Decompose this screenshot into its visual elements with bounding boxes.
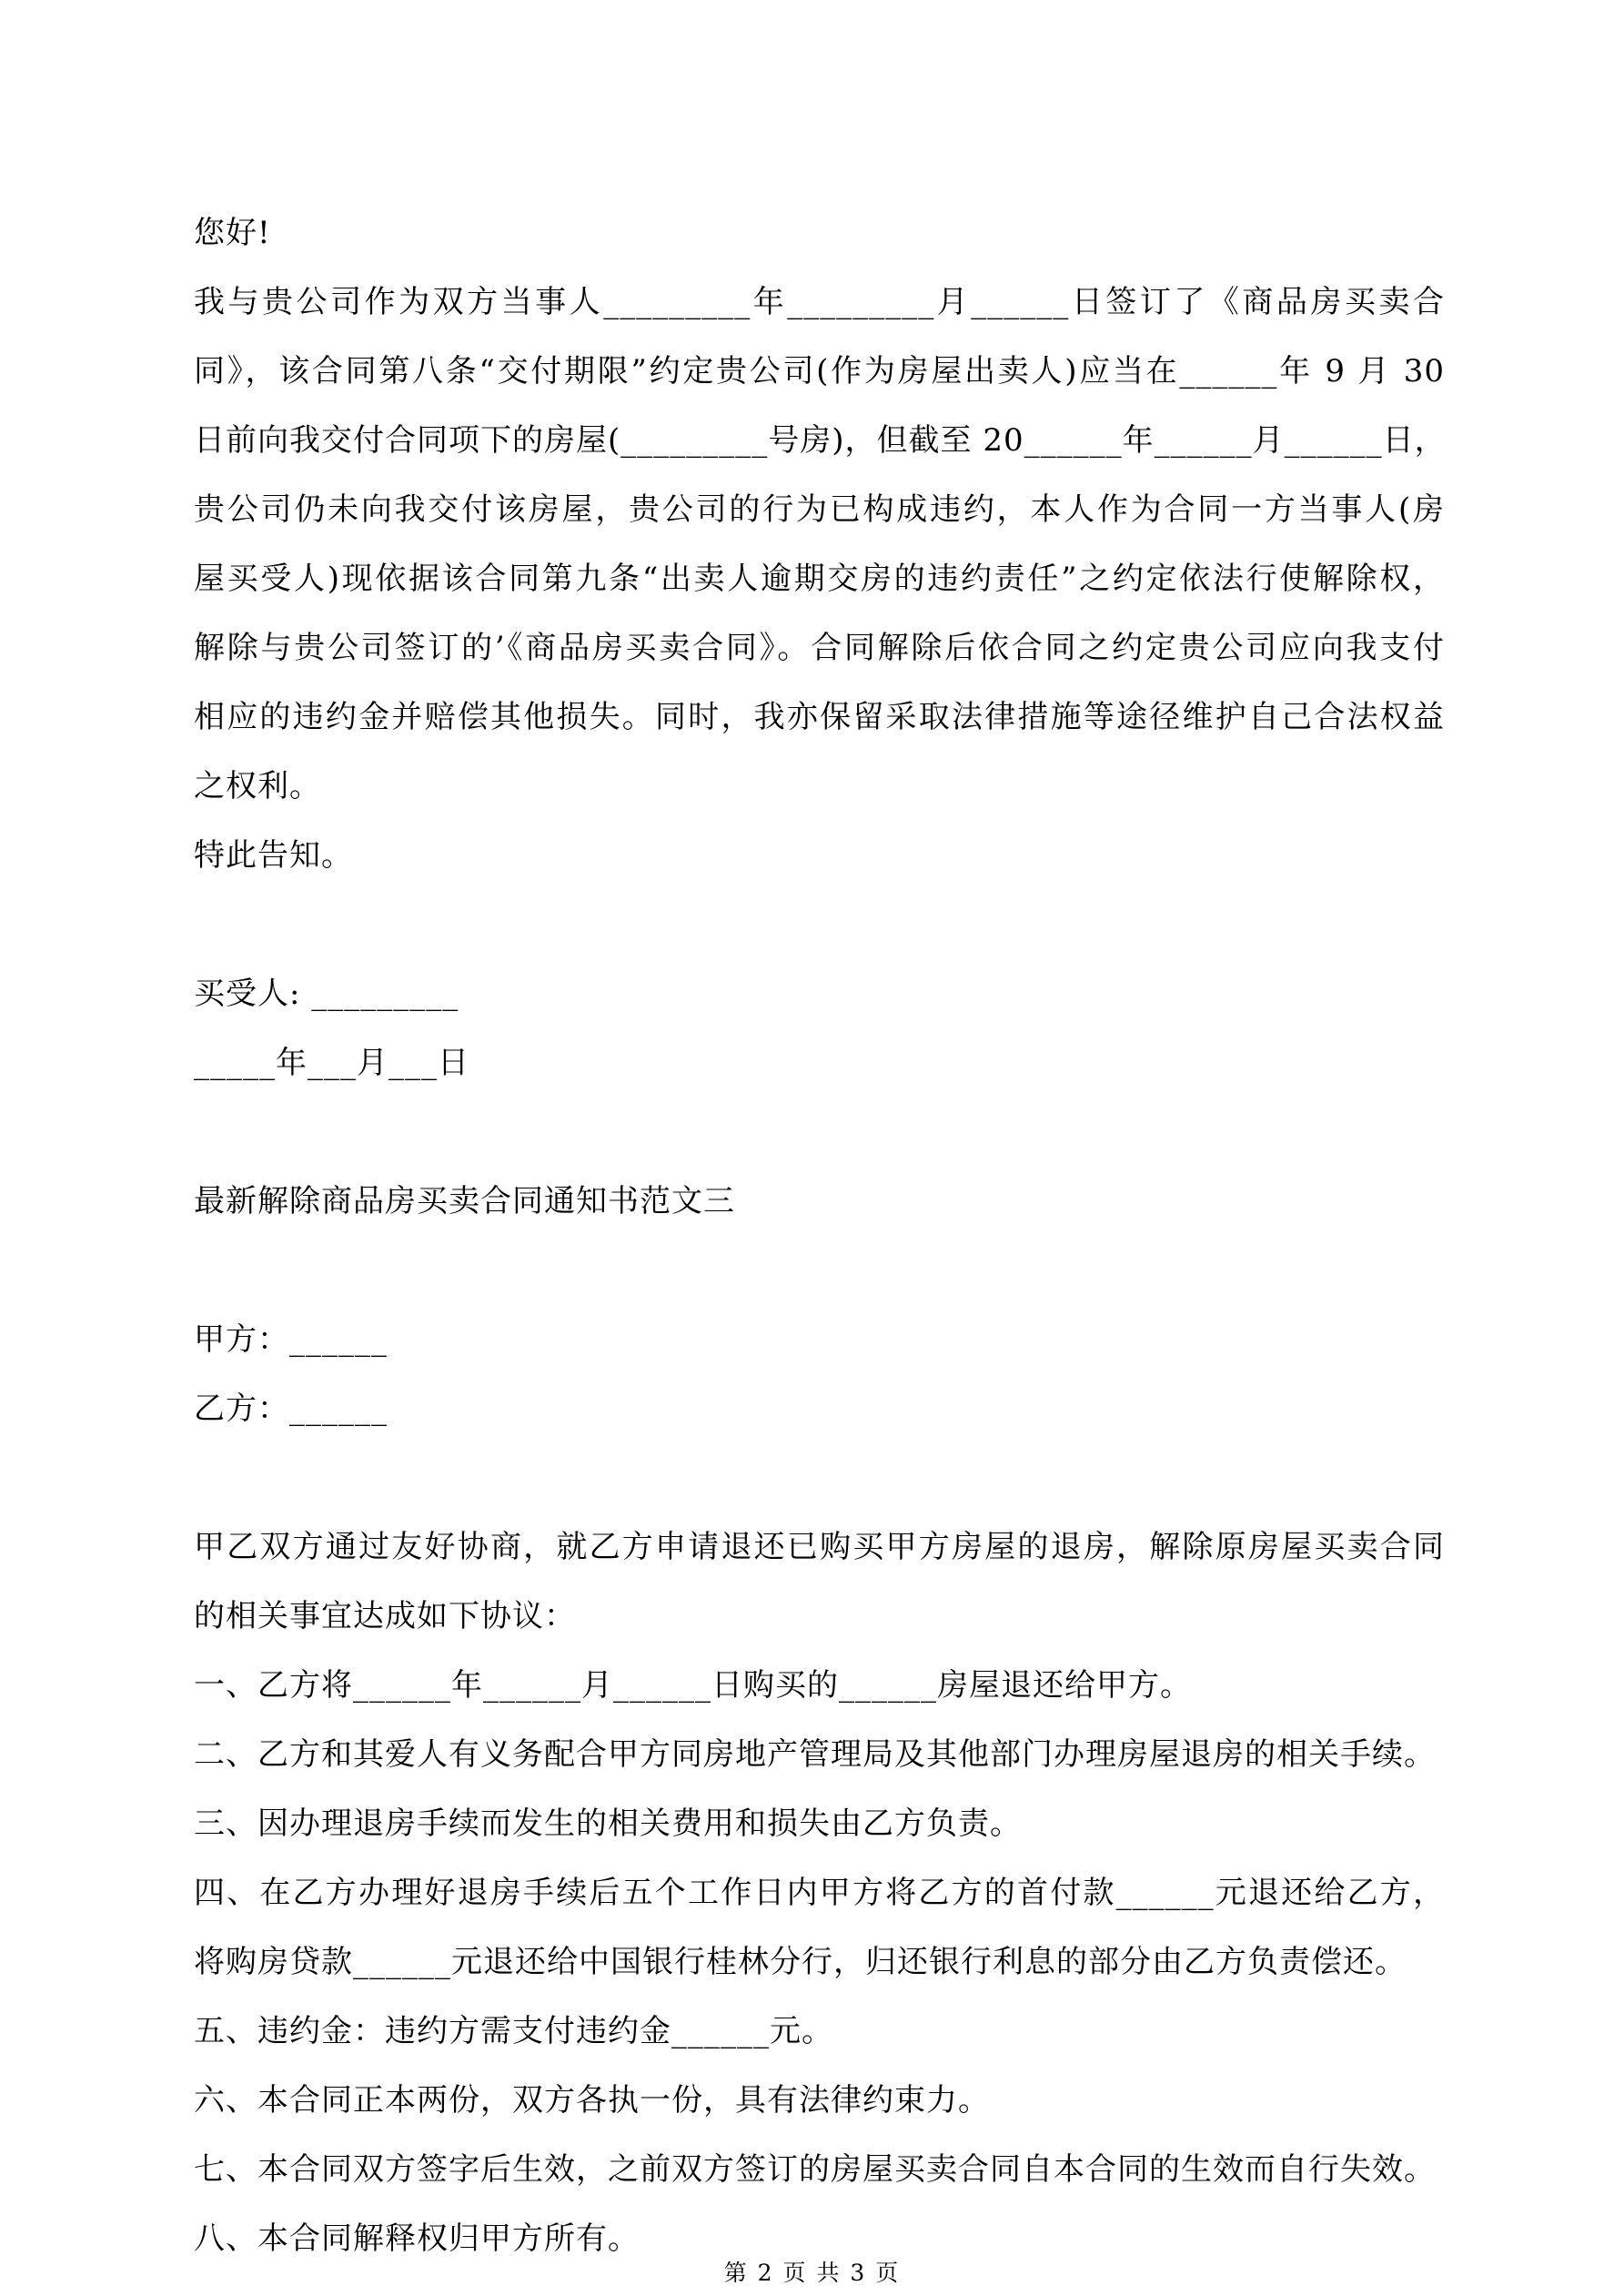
document-page <box>194 198 1468 2273</box>
clause-7: 七、本合同双方签字后生效，之前双方签订的房屋买卖合同自本合同的生效而自行失效。 <box>194 2151 1436 2188</box>
spacer <box>194 1097 1468 1167</box>
letter-paragraph-line: 之权利。 <box>194 768 321 804</box>
clause-4-line: 将购房贷款______元退还给中国银行桂林分行，归还银行利息的部分由乙方负责偿还。 <box>194 1944 1407 1980</box>
clause-2: 二、乙方和其爱人有义务配合甲方同房地产管理局及其他部门办理房屋退房的相关手续。 <box>194 1736 1436 1773</box>
spacer <box>194 890 1468 959</box>
party-b-line: 乙方：______ <box>194 1391 388 1427</box>
letter-paragraph-line: 日前向我交付合同项下的房屋(_________号房)，但截至 20______年______月______日， <box>194 422 1447 459</box>
letter-paragraph-line: 解除与贵公司签订的’《商品房买卖合同》。合同解除后依合同之约定贵公司应向我支付 <box>194 630 1445 666</box>
buyer-signature-line: 买受人: _________ <box>194 976 459 1012</box>
letter-paragraph-line: 屋买受人)现依据该合同第九条“出卖人逾期交房的违约责任”之约定依法行使解除权， <box>194 561 1445 597</box>
page-number: 第 2 页 共 3 页 <box>723 2260 901 2286</box>
spacer <box>194 1236 1468 1305</box>
spacer <box>194 1443 1468 1512</box>
clause-1: 一、乙方将______年______月______日购买的______房屋退还给甲方。 <box>194 1667 1192 1704</box>
closing-text: 特此告知。 <box>194 837 353 874</box>
agreement-intro-line: 甲乙双方通过友好协商，就乙方申请退还已购买甲方房屋的退房，解除原房屋买卖合同 <box>194 1529 1445 1565</box>
letter-paragraph-line: 贵公司仍未向我交付该房屋，贵公司的行为已构成违约，本人作为合同一方当事人(房 <box>194 491 1445 528</box>
clause-6: 六、本合同正本两份，双方各执一份，具有法律约束力。 <box>194 2082 990 2119</box>
party-a-line: 甲方：______ <box>194 1321 388 1358</box>
agreement-intro-line: 的相关事宜达成如下协议： <box>194 1598 576 1634</box>
letter-paragraph-line: 同》，该合同第八条“交付期限”约定贵公司(作为房屋出卖人)应当在______年 9 月 30 <box>194 353 1445 389</box>
greeting: 您好! <box>194 215 271 251</box>
clause-4-line: 四、在乙方办理好退房手续后五个工作日内甲方将乙方的首付款______元退还给乙方， <box>194 1875 1445 1911</box>
clause-3: 三、因办理退房手续而发生的相关费用和损失由乙方负责。 <box>194 1805 1022 1842</box>
letter-paragraph-line: 相应的违约金并赔偿其他损失。同时，我亦保留采取法律措施等途径维护自己合法权益 <box>194 699 1445 735</box>
letter-paragraph-line: 我与贵公司作为双方当事人_________年_________月______日签订了《商品房买卖合 <box>194 284 1445 320</box>
section-title: 最新解除商品房买卖合同通知书范文三 <box>194 1183 735 1219</box>
clause-8: 八、本合同解释权归甲方所有。 <box>194 2220 640 2257</box>
clause-5: 五、违约金：违约方需支付违约金______元。 <box>194 2013 833 2049</box>
date-line: _____年___月___日 <box>194 1045 469 1081</box>
